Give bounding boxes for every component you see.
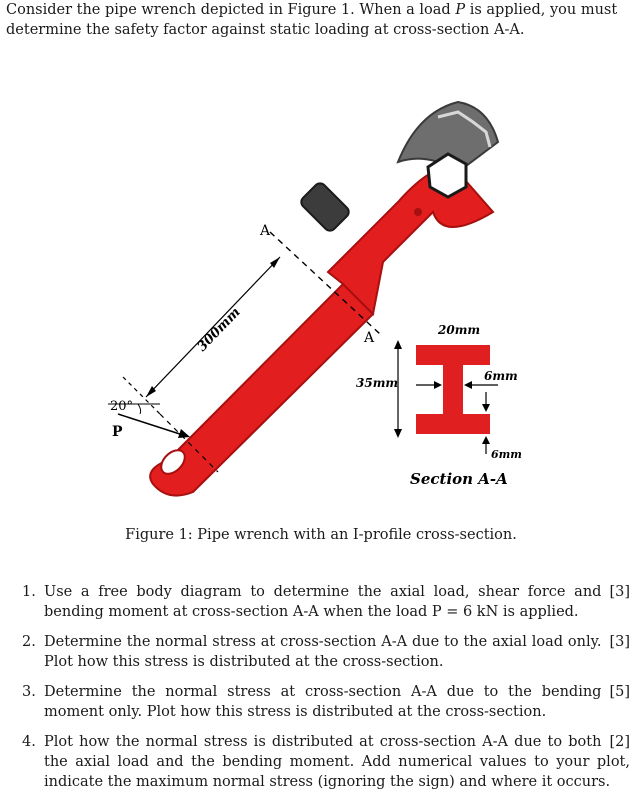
question-text: Plot how the normal stress is distributed at cross-section A-A due to both the axial load and the bending moment. Add numerical values to your plot, indicate the maximum normal stress (ignoring the sign) and where it occurs. xyxy=(44,734,630,790)
question-marks: [2] xyxy=(609,734,630,750)
question-text: Determine the normal stress at cross-section A-A due to the bending moment only. Plot how this stress is distributed at the cross-section. xyxy=(44,684,602,720)
i-section xyxy=(416,345,490,434)
question-number: 1. xyxy=(22,584,36,600)
angle-label: 20° xyxy=(110,399,134,414)
question-marks: [3] xyxy=(609,634,630,650)
question-number: 3. xyxy=(22,684,36,700)
question-item xyxy=(22,632,630,672)
load-arrow-shaft xyxy=(118,414,186,436)
angle-arc xyxy=(138,404,141,414)
label-a-top: A xyxy=(260,223,271,239)
intro-text-1: Consider the pipe wrench depicted in Figure 1. When a load xyxy=(6,2,456,18)
question-item xyxy=(22,682,630,722)
question-number: 2. xyxy=(22,634,36,650)
section-title: Section A-A xyxy=(410,470,508,488)
wrench-body xyxy=(328,168,493,314)
flange-arrow-down-head xyxy=(482,404,490,412)
height-arrow-top xyxy=(394,340,402,349)
question-marks: [5] xyxy=(609,684,630,700)
question-marks: [3] xyxy=(609,584,630,600)
question-text: Use a free body diagram to determine the axial load, shear force and bending moment at cross-section A-A when the load P = 6 kN is applied. xyxy=(44,584,602,620)
top-flange xyxy=(416,345,490,365)
web-label: 6mm xyxy=(484,369,518,383)
question-text: Determine the normal stress at cross-section A-A due to the axial load only. Plot how this stress is distributed at the cross-section. xyxy=(44,634,602,670)
question-number: 4. xyxy=(22,734,36,750)
flange-thickness-label: 6mm xyxy=(491,448,522,461)
pipe-wrench-figure xyxy=(98,52,546,510)
intro-text-2: is applied, you must determine the safety factor against static loading at cross-section A-A. xyxy=(6,2,618,38)
bottom-flange xyxy=(416,414,490,434)
question-item xyxy=(22,582,630,622)
adjusting-nut xyxy=(299,181,351,233)
question-item xyxy=(22,732,630,792)
load-arrow-head xyxy=(178,429,190,438)
load-label: P xyxy=(112,424,123,440)
wrench-illustration xyxy=(150,102,498,496)
height-arrow-bottom xyxy=(394,429,402,438)
question-list xyxy=(22,582,630,802)
figure-caption: Figure 1: Pipe wrench with an I-profile cross-section. xyxy=(125,527,517,543)
label-a-bottom: A xyxy=(364,330,375,346)
height-label: 35mm xyxy=(356,376,399,390)
intro-var-p: P xyxy=(455,2,466,18)
rivet xyxy=(414,208,422,216)
flange-arrow-up-head xyxy=(482,436,490,444)
dimension-label: 300mm xyxy=(194,304,244,355)
web-arrow-right-head xyxy=(464,381,472,389)
web-arrow-left-head xyxy=(434,381,442,389)
flange-width-label: 20mm xyxy=(438,323,481,337)
intro-paragraph xyxy=(6,0,636,40)
